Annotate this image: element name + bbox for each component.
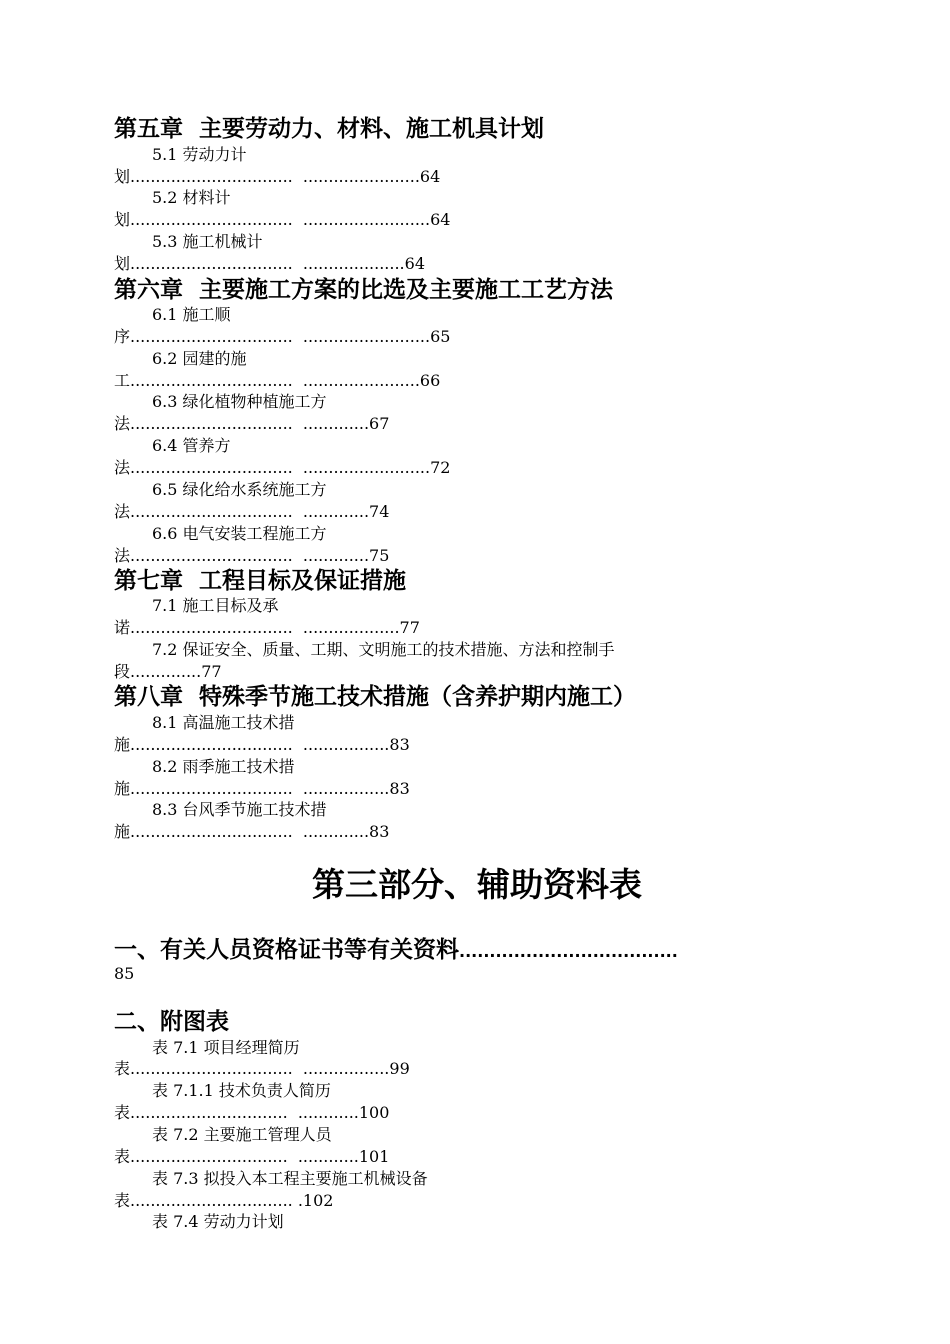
table-leader-7-3: 表................................ .102 — [114, 1191, 334, 1210]
toc-leader-6-2: 工................................ .......................66 — [114, 371, 441, 390]
toc-leader-5-2: 划................................ .........................64 — [114, 210, 451, 229]
table-entry-7-1: 表 7.1 项目经理简历 — [152, 1038, 300, 1057]
table-leader-7-2: 表............................... ............101 — [114, 1147, 390, 1166]
toc-entry-6-2: 6.2 园建的施 — [152, 349, 247, 368]
toc-leader-7-2: 段..............77 — [114, 662, 222, 681]
part-3-item-2-heading: 二、附图表 — [114, 1009, 229, 1035]
part-3-item-1-page: 85 — [114, 964, 135, 983]
toc-leader-8-1: 施................................ .................83 — [114, 735, 410, 754]
table-leader-7-1: 表................................ .................99 — [114, 1059, 410, 1078]
table-leader-7-1-1: 表............................... ............100 — [114, 1103, 390, 1122]
part-3-item-1-title: 一、有关人员资格证书等有关资料 — [114, 937, 459, 963]
toc-leader-6-5: 法................................ .............74 — [114, 502, 390, 521]
part-3-title: 第三部分、辅助资料表 — [312, 865, 642, 904]
toc-entry-8-1: 8.1 高温施工技术措 — [152, 713, 295, 732]
toc-entry-5-2: 5.2 材料计 — [152, 188, 231, 207]
toc-entry-5-3: 5.3 施工机械计 — [152, 232, 263, 251]
part-3-item-1-leader: .................................... — [459, 942, 678, 961]
toc-leader-6-3: 法................................ .............67 — [114, 414, 390, 433]
toc-entry-5-1: 5.1 劳动力计 — [152, 145, 247, 164]
toc-leader-5-1: 划................................ .......................64 — [114, 167, 441, 186]
chapter-8-heading: 第八章 特殊季节施工技术措施（含养护期内施工） — [114, 684, 637, 710]
toc-entry-8-2: 8.2 雨季施工技术措 — [152, 757, 295, 776]
toc-entry-6-6: 6.6 电气安装工程施工方 — [152, 524, 327, 543]
toc-leader-5-3: 划................................ ....................64 — [114, 254, 426, 273]
toc-leader-6-4: 法................................ .........................72 — [114, 458, 451, 477]
toc-leader-8-2: 施................................ .................83 — [114, 779, 410, 798]
part-3-item-1 — [114, 939, 678, 962]
toc-entry-6-4: 6.4 管养方 — [152, 436, 231, 455]
chapter-7-heading: 第七章 工程目标及保证措施 — [114, 568, 407, 594]
chapter-6-heading: 第六章 主要施工方案的比选及主要施工工艺方法 — [114, 277, 614, 303]
toc-entry-6-5: 6.5 绿化给水系统施工方 — [152, 480, 327, 499]
toc-leader-6-6: 法................................ .............75 — [114, 546, 390, 565]
toc-entry-7-1: 7.1 施工目标及承 — [152, 596, 279, 615]
table-entry-7-3: 表 7.3 拟投入本工程主要施工机械设备 — [152, 1169, 428, 1188]
table-entry-7-2: 表 7.2 主要施工管理人员 — [152, 1125, 332, 1144]
toc-leader-6-1: 序................................ .........................65 — [114, 327, 451, 346]
toc-leader-8-3: 施................................ .............83 — [114, 822, 390, 841]
chapter-5-heading: 第五章 主要劳动力、材料、施工机具计划 — [114, 116, 545, 142]
toc-entry-6-3: 6.3 绿化植物种植施工方 — [152, 392, 327, 411]
toc-entry-8-3: 8.3 台风季节施工技术措 — [152, 800, 327, 819]
toc-entry-7-2: 7.2 保证安全、质量、工期、文明施工的技术措施、方法和控制手 — [152, 640, 615, 659]
table-entry-7-4: 表 7.4 劳动力计划 — [152, 1212, 284, 1231]
toc-leader-7-1: 诺................................ ...................77 — [114, 618, 420, 637]
toc-entry-6-1: 6.1 施工顺 — [152, 305, 231, 324]
table-entry-7-1-1: 表 7.1.1 技术负责人简历 — [152, 1081, 331, 1100]
